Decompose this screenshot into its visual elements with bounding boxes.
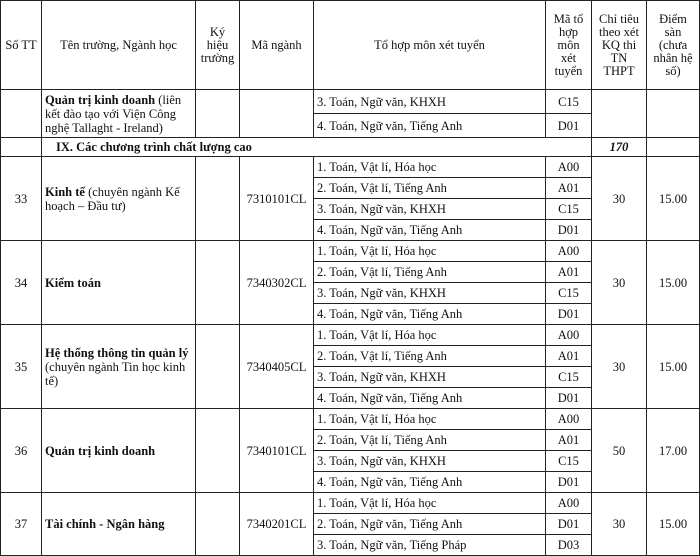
combo-code-cell: D01: [546, 220, 592, 241]
combo-cell: 2. Toán, Vật lí, Tiếng Anh: [314, 346, 546, 367]
combo-cell: 1. Toán, Vật lí, Hóa học: [314, 325, 546, 346]
score-cell: 15.00: [647, 241, 700, 325]
combo-code-cell: A00: [546, 409, 592, 430]
program-name-detail: (liên kết đào tạo với Viện Công nghệ Tallaght - Ireland): [45, 92, 182, 135]
combo-cell: 1. Toán, Vật lí, Hóa học: [314, 493, 546, 514]
combo-code-cell: A00: [546, 157, 592, 178]
symbol-cell: [196, 157, 240, 241]
combo-cell: 4. Toán, Ngữ văn, Tiếng Anh: [314, 472, 546, 493]
quota-cell: [592, 90, 647, 138]
program-name: [42, 409, 196, 493]
code-cell: 7310101CL: [240, 157, 314, 241]
combo-code-cell: A00: [546, 325, 592, 346]
program-name: [42, 241, 196, 325]
table-row: [1, 493, 700, 514]
header-score: Điểm sàn (chưa nhân hệ số): [647, 1, 700, 90]
combo-cell: 3. Toán, Ngữ văn, KHXH: [314, 90, 546, 114]
section-title: IX. Các chương trình chất lượng cao: [42, 138, 592, 157]
combo-code-cell: C15: [546, 283, 592, 304]
combo-cell: 1. Toán, Vật lí, Hóa học: [314, 409, 546, 430]
combo-code-cell: C15: [546, 451, 592, 472]
table-row: [1, 157, 700, 178]
symbol-cell: [196, 409, 240, 493]
code-cell: [240, 90, 314, 138]
quota-cell: 30: [592, 493, 647, 556]
program-name: [42, 90, 196, 138]
combo-cell: 3. Toán, Ngữ văn, KHXH: [314, 199, 546, 220]
combo-code-cell: A00: [546, 493, 592, 514]
section-row: [1, 138, 700, 157]
combo-code-cell: D01: [546, 514, 592, 535]
program-name: [42, 325, 196, 409]
header-stt: Số TT: [1, 1, 42, 90]
combo-cell: 3. Toán, Ngữ văn, Tiếng Pháp: [314, 535, 546, 556]
section-score: [647, 138, 700, 157]
combo-cell: 1. Toán, Vật lí, Hóa học: [314, 241, 546, 262]
combo-cell: 3. Toán, Ngữ văn, KHXH: [314, 283, 546, 304]
stt-cell: [1, 90, 42, 138]
combo-cell: 2. Toán, Vật lí, Tiếng Anh: [314, 262, 546, 283]
combo-code-cell: A00: [546, 241, 592, 262]
symbol-cell: [196, 241, 240, 325]
header-combo: Tổ hợp môn xét tuyển: [314, 1, 546, 90]
code-cell: 7340302CL: [240, 241, 314, 325]
table-row: [1, 325, 700, 346]
program-name-detail: (chuyên ngành Kế hoạch – Đầu tư): [45, 184, 180, 213]
symbol-cell: [196, 325, 240, 409]
program-name: [42, 493, 196, 556]
program-name-main: Quản trị kinh doanh: [45, 92, 156, 107]
combo-cell: 2. Toán, Vật lí, Tiếng Anh: [314, 430, 546, 451]
header-symbol: Ký hiệu trường: [196, 1, 240, 90]
combo-code-cell: C15: [546, 367, 592, 388]
combo-cell: 1. Toán, Vật lí, Hóa học: [314, 157, 546, 178]
combo-cell: 3. Toán, Ngữ văn, KHXH: [314, 367, 546, 388]
quota-cell: 30: [592, 241, 647, 325]
combo-code-cell: D01: [546, 114, 592, 138]
stt-cell: 35: [1, 325, 42, 409]
symbol-cell: [196, 90, 240, 138]
program-name-detail: (chuyên ngành Tin học kinh tế): [45, 359, 186, 388]
combo-code-cell: D01: [546, 388, 592, 409]
table-row: [1, 409, 700, 430]
code-cell: 7340201CL: [240, 493, 314, 556]
section-stt: [1, 138, 42, 157]
combo-code-cell: A01: [546, 430, 592, 451]
stt-cell: 37: [1, 493, 42, 556]
combo-code-cell: A01: [546, 178, 592, 199]
program-name-main: Kiểm toán: [45, 275, 101, 290]
quota-cell: 50: [592, 409, 647, 493]
stt-cell: 36: [1, 409, 42, 493]
score-cell: 15.00: [647, 157, 700, 241]
combo-cell: 4. Toán, Ngữ văn, Tiếng Anh: [314, 220, 546, 241]
quota-cell: 30: [592, 325, 647, 409]
program-name-main: Tài chính - Ngân hàng: [45, 517, 165, 531]
score-cell: 17.00: [647, 409, 700, 493]
combo-cell: 2. Toán, Vật lí, Tiếng Anh: [314, 178, 546, 199]
section-quota: 170: [592, 138, 647, 157]
table-row: [1, 241, 700, 262]
combo-code-cell: D01: [546, 304, 592, 325]
combo-cell: 4. Toán, Ngữ văn, Tiếng Anh: [314, 304, 546, 325]
header-school: Tên trường, Ngành học: [42, 1, 196, 90]
score-cell: [647, 90, 700, 138]
program-name: [42, 157, 196, 241]
quota-cell: 30: [592, 157, 647, 241]
program-name-main: Hệ thống thông tin quản lý: [45, 345, 189, 360]
code-cell: 7340101CL: [240, 409, 314, 493]
combo-cell: 4. Toán, Ngữ văn, Tiếng Anh: [314, 114, 546, 138]
combo-code-cell: A01: [546, 346, 592, 367]
table-row: [1, 90, 700, 114]
program-name-main: Kinh tế: [45, 184, 85, 199]
header-quota: Chỉ tiêu theo xét KQ thi TN THPT: [592, 1, 647, 90]
combo-code-cell: D01: [546, 472, 592, 493]
combo-cell: 4. Toán, Ngữ văn, Tiếng Anh: [314, 388, 546, 409]
combo-code-cell: C15: [546, 199, 592, 220]
combo-cell: 2. Toán, Ngữ văn, Tiếng Anh: [314, 514, 546, 535]
program-name-main: Quản trị kinh doanh: [45, 443, 156, 458]
combo-code-cell: A01: [546, 262, 592, 283]
header-combo-code: Mã tổ hợp môn xét tuyển: [546, 1, 592, 90]
score-cell: 15.00: [647, 493, 700, 556]
combo-code-cell: C15: [546, 90, 592, 114]
code-cell: 7340405CL: [240, 325, 314, 409]
stt-cell: 34: [1, 241, 42, 325]
header-row: [1, 1, 700, 90]
combo-cell: 3. Toán, Ngữ văn, KHXH: [314, 451, 546, 472]
stt-cell: 33: [1, 157, 42, 241]
combo-code-cell: D03: [546, 535, 592, 556]
symbol-cell: [196, 493, 240, 556]
header-code: Mã ngành: [240, 1, 314, 90]
score-cell: 15.00: [647, 325, 700, 409]
